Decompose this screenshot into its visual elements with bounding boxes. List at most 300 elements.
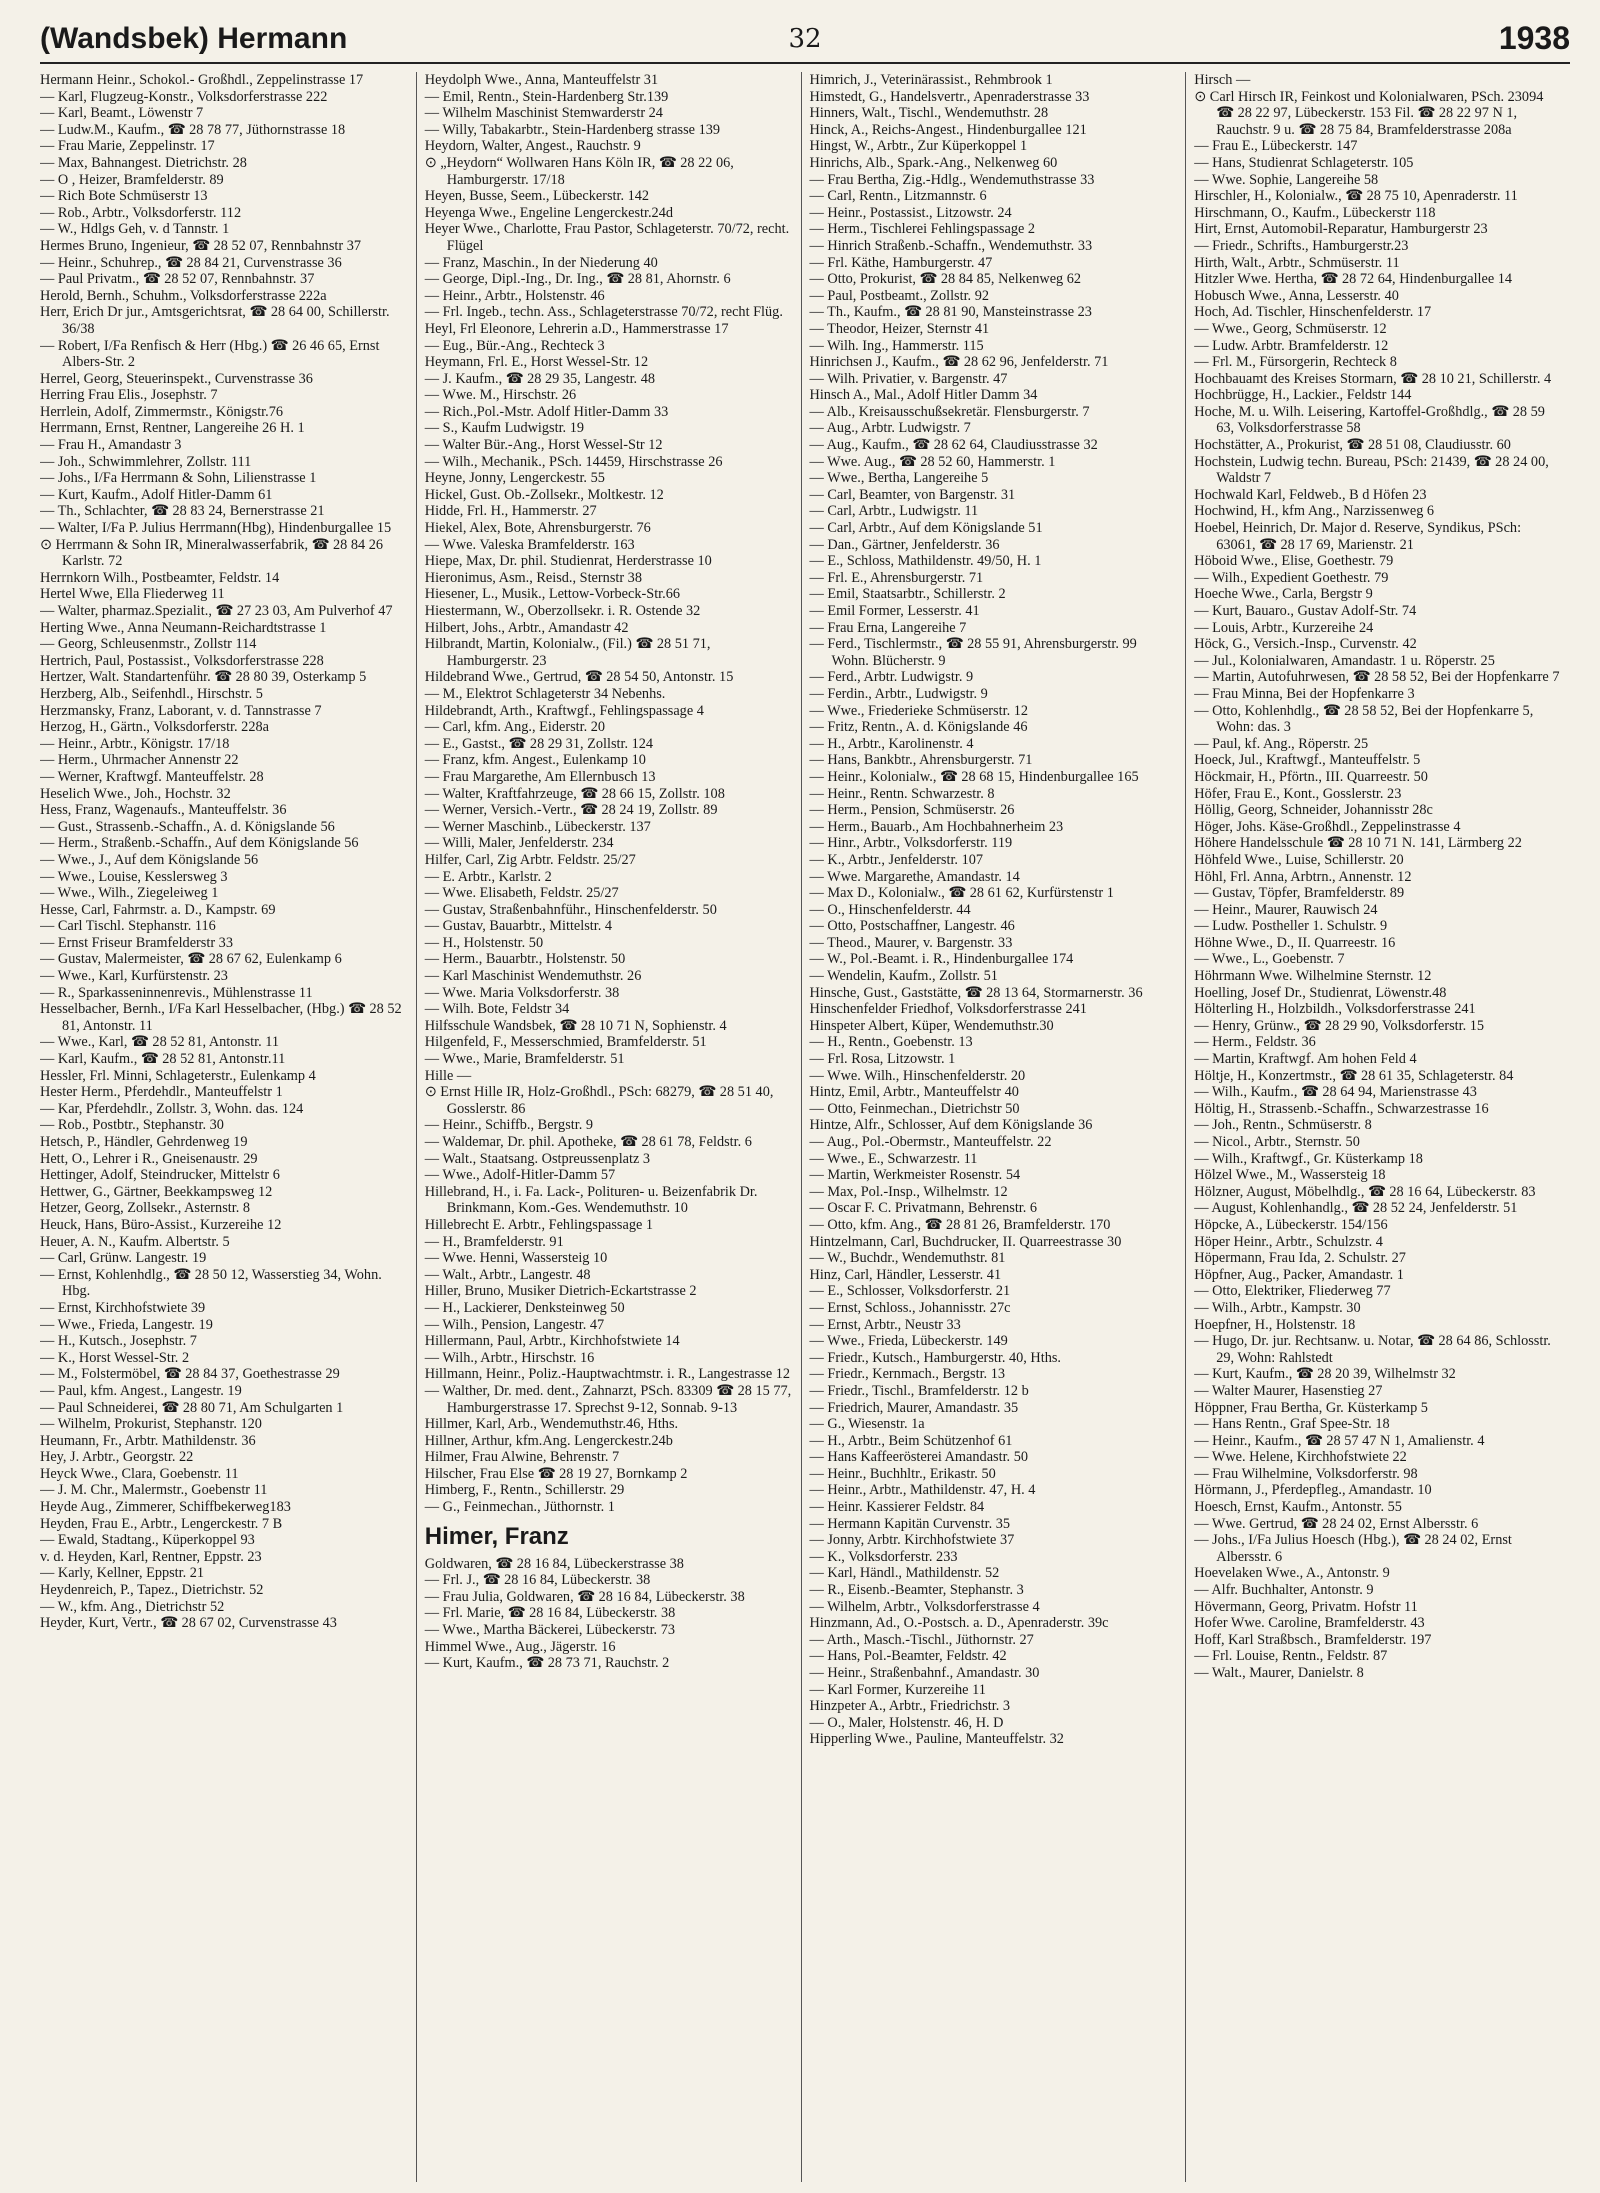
directory-entry: — Oscar F. C. Privatmann, Behrenstr. 6	[809, 1200, 1038, 1217]
directory-entry: — Jul., Kolonialwaren, Amandastr. 1 u. Röperstr. 25	[1194, 652, 1495, 669]
directory-entry: Hilbert, Johs., Arbtr., Amandastr 42	[424, 619, 629, 636]
directory-entry: — Ernst, Kirchhofstwiete 39	[40, 1299, 206, 1316]
directory-entry: — Paul, kf. Ang., Röperstr. 25	[1194, 735, 1369, 752]
directory-entry: — Hans Rentn., Graf Spee-Str. 18	[1194, 1416, 1390, 1433]
directory-entry: Hoesch, Ernst, Kaufm., Antonstr. 55	[1194, 1499, 1402, 1516]
directory-entry: — Wilh., Kraftwgf., Gr. Küsterkamp 18	[1194, 1150, 1423, 1167]
directory-entry: Heymann, Frl. E., Horst Wessel-Str. 12	[424, 354, 649, 371]
directory-entry: Hickel, Gust. Ob.-Zollsekr., Moltkestr. 12	[424, 486, 664, 503]
directory-entry: — Heinr., Arbtr., Mathildenstr. 47, H. 4	[809, 1482, 1036, 1499]
column-1	[40, 72, 416, 2182]
directory-entry: Heyl, Frl Eleonore, Lehrerin a.D., Hammerstrasse 17	[424, 320, 729, 337]
directory-entry: Hillermann, Paul, Arbtr., Kirchhofstwiete 14	[424, 1333, 680, 1350]
directory-entry: — E. Arbtr., Karlstr. 2	[424, 868, 552, 885]
directory-entry: — Hans, Pol.-Beamter, Feldstr. 42	[809, 1648, 1007, 1665]
directory-entry: Hochwind, H., kfm Ang., Narzissenweg 6	[1194, 503, 1435, 520]
directory-entry: — Karl, Flugzeug-Konstr., Volksdorferstrasse 222	[40, 88, 328, 105]
directory-entry: Hinners, Walt., Tischl., Wendemuthstr. 28	[809, 105, 1049, 122]
directory-entry: — Frl. Rosa, Litzowstr. 1	[809, 1051, 956, 1068]
directory-entry: — Ferd., Tischlermstr., ☎ 28 55 91, Ahrensburgerstr. 99 Wohn. Blücherstr. 9	[809, 636, 1137, 669]
directory-entry: Höhne Wwe., D., II. Quarreestr. 16	[1194, 934, 1396, 951]
directory-entry: Hillner, Arthur, kfm.Ang. Lengerckestr.24b	[424, 1432, 673, 1449]
directory-entry: Heyden, Frau E., Arbtr., Lengerckestr. 7 B	[40, 1515, 283, 1532]
directory-entry: — Kurt, Kaufm., ☎ 28 73 71, Rauchstr. 2	[424, 1655, 670, 1672]
directory-entry: — R., Sparkasseninnenrevis., Mühlenstrasse 11	[40, 984, 313, 1001]
directory-entry: — Ernst, Schloss., Johannisstr. 27c	[809, 1299, 1011, 1316]
directory-entry: — Wwe. Margarethe, Amandastr. 14	[809, 868, 1020, 885]
directory-entry: Hillebrand, H., i. Fa. Lack-, Polituren- u. Beizenfabrik Dr. Brinkmann, Kom.-Ges. Wendemuthstr. 10	[424, 1183, 758, 1217]
directory-entry: Heyenga Wwe., Engeline Lengerckestr.24d	[424, 204, 673, 221]
directory-entry: Herrmann, Ernst, Rentner, Langereihe 26 H. 1	[40, 420, 305, 437]
header-year: 1938	[1498, 20, 1570, 56]
directory-entry: Hetzer, Georg, Zollsekr., Asternstr. 8	[40, 1200, 250, 1217]
directory-entry: — S., Kaufm Ludwigstr. 19	[424, 420, 584, 437]
directory-entry: — Alb., Kreisausschußsekretär. Flensburgerstr. 7	[809, 403, 1090, 420]
directory-entry: — O., Hinschenfelderstr. 44	[809, 901, 971, 918]
directory-entry: Höboid Wwe., Elise, Goethestr. 79	[1194, 553, 1394, 570]
directory-entry: Hilbrandt, Martin, Kolonialw., (Fil.) ☎ 28 51 71, Hamburgerstr. 23	[424, 636, 711, 669]
directory-entry: — Herm., Bauarb., Am Hochbahnerheim 23	[809, 818, 1064, 835]
directory-entry: Höllig, Georg, Schneider, Johannisstr 28c	[1194, 802, 1433, 819]
directory-entry: Höpfner, Aug., Packer, Amandastr. 1	[1194, 1266, 1404, 1283]
directory-entry: — Wendelin, Kaufm., Zollstr. 51	[809, 968, 998, 985]
directory-entry: Hipperling Wwe., Pauline, Manteuffelstr. 32	[809, 1731, 1064, 1748]
directory-entry: — Aug., Arbtr. Ludwigstr. 7	[809, 420, 971, 437]
directory-entry: Hirschmann, O., Kaufm., Lübeckerstr 118	[1194, 204, 1436, 221]
directory-entry: Hölterling H., Holzbildh., Volksdorferstrasse 241	[1194, 1001, 1476, 1018]
directory-entry: Herzog, H., Gärtn., Volksdorferstr. 228a	[40, 719, 269, 736]
directory-entry: — Otto, kfm. Ang., ☎ 28 81 26, Bramfelderstr. 170	[809, 1216, 1111, 1233]
directory-entry: Hintz, Emil, Arbtr., Manteuffelstr 40	[809, 1084, 1019, 1101]
directory-entry: Hintzelmann, Carl, Buchdrucker, II. Quarreestrasse 30	[809, 1233, 1122, 1250]
directory-entry: — Walter, Kraftfahrzeuge, ☎ 28 66 15, Zollstr. 108	[424, 785, 725, 802]
directory-entry: — Wwe. Valeska Bramfelderstr. 163	[424, 536, 635, 553]
directory-entry: — M., Folstermöbel, ☎ 28 84 37, Goethestrasse 29	[40, 1366, 340, 1383]
directory-entry: Höper Heinr., Arbtr., Schulzstr. 4	[1194, 1233, 1383, 1250]
directory-entry: — Georg, Schleusenmstr., Zollstr 114	[40, 636, 257, 653]
directory-entry: — Ludw. Postheller 1. Schulstr. 9	[1194, 918, 1388, 935]
directory-entry: — Ferdin., Arbtr., Ludwigstr. 9	[809, 685, 988, 702]
directory-entry: Hochstein, Ludwig techn. Bureau, PSch: 21439, ☎ 28 24 00, Waldstr 7	[1194, 453, 1549, 487]
column-4	[1185, 72, 1570, 2182]
directory-entry: — Carl, Rentn., Litzmannstr. 6	[809, 188, 987, 205]
directory-entry: — Friedr., Schrifts., Hamburgerstr.23	[1194, 237, 1409, 254]
directory-entry: — Gustav, Malermeister, ☎ 28 67 62, Eulenkamp 6	[40, 951, 342, 968]
column-2	[416, 72, 801, 2182]
directory-entry: Hermes Bruno, Ingenieur, ☎ 28 52 07, Rennbahnstr 37	[40, 237, 361, 254]
directory-entry: v. d. Heyden, Karl, Rentner, Eppstr. 23	[40, 1548, 262, 1565]
directory-entry: Hilfer, Carl, Zig Arbtr. Feldstr. 25/27	[424, 851, 636, 868]
directory-entry: Höltig, H., Strassenb.-Schaffn., Schwarzestrasse 16	[1194, 1100, 1489, 1117]
directory-entry: — Nicol., Arbtr., Sternstr. 50	[1194, 1134, 1360, 1150]
directory-entry: — Emil, Staatsarbtr., Schillerstr. 2	[809, 586, 1006, 603]
directory-entry: — Wilh., Arbtr., Kampstr. 30	[1194, 1299, 1361, 1316]
directory-entry: — Th., Schlachter, ☎ 28 83 24, Bernerstrasse 21	[40, 503, 325, 520]
directory-entry: — Walter Maurer, Hasenstieg 27	[1194, 1382, 1383, 1399]
directory-entry: Höhl, Frl. Anna, Arbtrn., Annenstr. 12	[1194, 868, 1412, 885]
directory-entry: Hett, O., Lehrer i R., Gneisenaustr. 29	[40, 1150, 258, 1167]
directory-entry: — H., Arbtr., Karolinenstr. 4	[809, 735, 974, 752]
directory-entry: Hiller, Bruno, Musiker Dietrich-Eckartstrasse 2	[424, 1283, 697, 1300]
directory-entry: — Wwe., Karl, ☎ 28 52 81, Antonstr. 11	[40, 1034, 279, 1051]
directory-entry: — Heinr., Arbtr., Holstenstr. 46	[424, 287, 605, 304]
directory-entry: Hiepe, Max, Dr. phil. Studienrat, Herderstrasse 10	[424, 553, 712, 570]
directory-entry: Himstedt, G., Handelsvertr., Apenraderstrasse 33	[809, 88, 1090, 105]
directory-entry: Höger, Johs. Käse-Großhdl., Zeppelinstrasse 4	[1194, 818, 1461, 835]
directory-entry: Hillebrecht E. Arbtr., Fehlingspassage 1	[424, 1216, 654, 1233]
directory-entry: Hochbauamt des Kreises Stormarn, ☎ 28 10 21, Schillerstr. 4	[1194, 370, 1552, 387]
directory-entry: — Herm., Uhrmacher Annenstr 22	[40, 752, 239, 769]
directory-entry: Heyne, Jonny, Lengerckestr. 55	[424, 470, 605, 487]
directory-entry: — Wilhelm, Arbtr., Volksdorferstrasse 4	[809, 1598, 1040, 1615]
directory-entry: Höfer, Frau E., Kont., Gosslerstr. 23	[1194, 785, 1402, 802]
directory-entry: Heuer, A. N., Kaufm. Albertstr. 5	[40, 1233, 230, 1250]
directory-entry: Himmel Wwe., Aug., Jägerstr. 16	[424, 1638, 616, 1655]
directory-entry: — Robert, I/Fa Renfisch & Herr (Hbg.) ☎ 26 46 65, Ernst Albers-Str. 2	[40, 337, 380, 371]
directory-entry: — Herm., Straßenb.-Schaffn., Auf dem Königslande 56	[40, 835, 359, 852]
directory-entry: — Dan., Gärtner, Jenfelderstr. 36	[809, 536, 1000, 553]
directory-entry: — Wwe. Henni, Wassersteig 10	[424, 1250, 608, 1267]
directory-entry: — Friedr., Kernmach., Bergstr. 13	[809, 1366, 1005, 1383]
directory-entry: — Friedr., Kutsch., Hamburgerstr. 40, Hths.	[809, 1349, 1062, 1366]
directory-entry: Herrnkorn Wilh., Postbeamter, Feldstr. 14	[40, 569, 280, 586]
directory-entry: — Heinr., Kaufm., ☎ 28 57 47 N 1, Amalienstr. 4	[1194, 1432, 1485, 1449]
directory-entry: Herrel, Georg, Steuerinspekt., Curvenstrasse 36	[40, 370, 313, 387]
directory-entry: Hoelling, Josef Dr., Studienrat, Löwenstr.48	[1194, 984, 1447, 1001]
directory-entry: Hinz, Carl, Händler, Lesserstr. 41	[809, 1266, 1002, 1283]
directory-entry: — Herm., Pension, Schmüserstr. 26	[809, 802, 1015, 819]
directory-entry: — Frl. Ingeb., techn. Ass., Schlageterstrasse 70/72, recht Flüg.	[424, 304, 783, 321]
directory-entry: — Heinr., Buchhltr., Erikastr. 50	[809, 1465, 996, 1482]
directory-entry: Hoepfner, H., Holstenstr. 18	[1194, 1316, 1356, 1333]
directory-entry: — H., Bramfelderstr. 91	[424, 1233, 564, 1250]
directory-entry: — Wilh., Arbtr., Hirschstr. 16	[424, 1349, 595, 1366]
directory-entry: — Frau Wilhelmine, Volksdorferstr. 98	[1194, 1465, 1418, 1482]
directory-entry: — O., Maler, Holstenstr. 46, H. D	[809, 1714, 1004, 1731]
directory-entry: Hoebel, Heinrich, Dr. Major d. Reserve, Syndikus, PSch: 63061, ☎ 28 17 69, Marienstr. 21	[1194, 520, 1522, 553]
directory-entry: Hochwald Karl, Feldweb., B d Höfen 23	[1194, 486, 1427, 503]
header-name-range: (Wandsbek) Hermann	[40, 22, 348, 55]
directory-entry: — Herm., Bauarbtr., Holstenstr. 50	[424, 951, 626, 968]
directory-entry: — R., Eisenb.-Beamter, Stephanstr. 3	[809, 1582, 1024, 1599]
directory-entry: — Wwe., Marie, Bramfelderstr. 51	[424, 1051, 625, 1068]
directory-entry: — Kurt, Bauaro., Gustav Adolf-Str. 74	[1194, 603, 1417, 619]
directory-entry: — Friedrich, Maurer, Amandastr. 35	[809, 1399, 1019, 1416]
directory-entry: — Heinr., Kolonialw., ☎ 28 68 15, Hindenburgallee 165	[809, 768, 1139, 785]
directory-entry: — Wwe. Wilh., Hinschenfelderstr. 20	[809, 1067, 1026, 1084]
directory-entry: — O , Heizer, Bramfelderstr. 89	[40, 171, 224, 188]
directory-entry: — Frau Erna, Langereihe 7	[809, 619, 967, 636]
directory-entry: — W., kfm. Ang., Dietrichstr 52	[40, 1598, 225, 1615]
directory-entry: — Ludw.M., Kaufm., ☎ 28 78 77, Jüthornstrasse 18	[40, 121, 346, 138]
directory-entry: — Wwe., Louise, Kesslersweg 3	[40, 868, 228, 885]
directory-entry: — Joh., Rentn., Schmüserstr. 8	[1194, 1117, 1372, 1134]
directory-entry: — Arth., Masch.-Tischl., Jüthornstr. 27	[809, 1631, 1034, 1648]
directory-entry: — Otto, Kohlenhdlg., ☎ 28 58 52, Bei der Hopfenkarre 5, Wohn: das. 3	[1194, 702, 1534, 736]
columns	[40, 72, 1570, 2182]
directory-entry: Hiestermann, W., Oberzollsekr. i. R. Ostende 32	[424, 603, 701, 619]
directory-entry: — Walther, Dr. med. dent., Zahnarzt, PSch. 83309 ☎ 28 15 77, Hamburgerstrasse 17. Sprechst 9-12, Sonnab. 9-13	[424, 1382, 792, 1416]
directory-entry: — Max D., Kolonialw., ☎ 28 61 62, Kurfürstenstr 1	[809, 885, 1114, 902]
directory-entry: Hilmer, Frau Alwine, Behrenstr. 7	[424, 1449, 620, 1466]
directory-entry: — Werner, Kraftwgf. Manteuffelstr. 28	[40, 768, 264, 785]
directory-entry: — Karl, Beamt., Löwenstr 7	[40, 105, 204, 122]
directory-entry: — Kar, Pferdehdlr., Zollstr. 3, Wohn. das. 124	[40, 1100, 304, 1117]
directory-entry: Hieronimus, Asm., Reisd., Sternstr 38	[424, 569, 642, 586]
directory-entry: — Alfr. Buchhalter, Antonstr. 9	[1194, 1582, 1374, 1599]
directory-entry: Herold, Bernh., Schuhm., Volksdorferstrasse 222a	[40, 287, 327, 304]
directory-entry: — Wwe., Friederieke Schmüserstr. 12	[809, 702, 1029, 719]
directory-entry: Hinsche, Gust., Gaststätte, ☎ 28 13 64, Stormarnerstr. 36	[809, 984, 1143, 1001]
directory-entry: — Ewald, Stadtang., Küperkoppel 93	[40, 1532, 255, 1549]
directory-entry: — Rob., Arbtr., Volksdorferstr. 112	[40, 204, 242, 221]
directory-entry: — Karl, Kaufm., ☎ 28 52 81, Antonstr.11	[40, 1051, 286, 1068]
directory-entry: — Paul Schneiderei, ☎ 28 80 71, Am Schulgarten 1	[40, 1399, 344, 1416]
directory-entry: — Ferd., Arbtr. Ludwigstr. 9	[809, 669, 974, 686]
directory-entry: Heydolph Wwe., Anna, Manteuffelstr 31	[424, 72, 659, 88]
directory-entry: — Hans Kaffeerösterei Amandastr. 50	[809, 1449, 1028, 1466]
directory-entry: Hörmann, J., Pferdepfleg., Amandastr. 10	[1194, 1482, 1432, 1499]
directory-entry: Hirsch —	[1194, 72, 1251, 88]
directory-entry: — Hinrich Straßenb.-Schaffn., Wendemuthstr. 33	[809, 237, 1093, 254]
directory-entry: — Wwe., Adolf-Hitler-Damm 57	[424, 1167, 616, 1184]
directory-entry: — Frl. E., Ahrensburgerstr. 71	[809, 569, 984, 586]
directory-entry: — Frl. Marie, ☎ 28 16 84, Lübeckerstr. 38	[424, 1605, 676, 1622]
directory-entry: — W., Buchdr., Wendemuthstr. 81	[809, 1250, 1006, 1267]
directory-entry: — J. M. Chr., Malermstr., Goebenstr 11	[40, 1482, 268, 1499]
directory-entry: Hoch, Ad. Tischler, Hinschenfelderstr. 17	[1194, 304, 1432, 321]
directory-entry: — Heinr., Arbtr., Königstr. 17/18	[40, 735, 230, 752]
directory-entry: Hildebrandt, Arth., Kraftwgf., Fehlingspassage 4	[424, 702, 704, 719]
directory-entry: — Wwe., Martha Bäckerei, Lübeckerstr. 73	[424, 1622, 675, 1639]
directory-entry: Hiekel, Alex, Bote, Ahrensburgerstr. 76	[424, 520, 651, 537]
directory-entry: Hochstätter, A., Prokurist, ☎ 28 51 08, Claudiusstr. 60	[1194, 437, 1511, 454]
directory-entry: Höppner, Frau Bertha, Gr. Küsterkamp 5	[1194, 1399, 1428, 1416]
directory-entry: — W., Pol.-Beamt. i. R., Hindenburgallee 174	[809, 951, 1074, 968]
directory-entry: Himrich, J., Veterinärassist., Rehmbrook 1	[809, 72, 1053, 88]
directory-entry: Höhfeld Wwe., Luise, Schillerstr. 20	[1194, 851, 1404, 868]
directory-entry: Hettwer, G., Gärtner, Beekkampsweg 12	[40, 1183, 273, 1200]
directory-entry: Hölzel Wwe., M., Wassersteig 18	[1194, 1167, 1386, 1184]
directory-entry: Höhrmann Wwe. Wilhelmine Sternstr. 12	[1194, 968, 1432, 985]
directory-entry: — H., Arbtr., Beim Schützenhof 61	[809, 1432, 1013, 1449]
directory-entry: — Kurt, Kaufm., ☎ 28 20 39, Wilhelmstr 32	[1194, 1366, 1456, 1383]
directory-entry: — Waldemar, Dr. phil. Apotheke, ☎ 28 61 78, Feldstr. 6	[424, 1134, 752, 1150]
directory-entry: — Frl. Louise, Rentn., Feldstr. 87	[1194, 1648, 1388, 1665]
directory-entry: — Paul, kfm. Angest., Langestr. 19	[40, 1382, 242, 1399]
directory-entry: Hertzer, Walt. Standartenführ. ☎ 28 80 39, Osterkamp 5	[40, 669, 367, 686]
directory-entry: Heyen, Busse, Seem., Lübeckerstr. 142	[424, 188, 650, 205]
directory-entry: — E., Schloss, Mathildenstr. 49/50, H. 1	[809, 553, 1042, 570]
directory-entry: — Wwe. Sophie, Langereihe 58	[1194, 171, 1379, 188]
directory-entry: — Wwe., Frieda, Lübeckerstr. 149	[809, 1333, 1008, 1350]
directory-entry: Herr, Erich Dr jur., Amtsgerichtsrat, ☎ 28 64 00, Schillerstr. 36/38	[40, 304, 390, 337]
directory-entry: — Walter, pharmaz.Spezialit., ☎ 27 23 03, Am Pulverhof 47	[40, 603, 393, 619]
directory-entry: — Otto, Feinmechan., Dietrichstr 50	[809, 1100, 1020, 1117]
directory-entry: — Kurt, Kaufm., Adolf Hitler-Damm 61	[40, 486, 273, 503]
directory-entry: Hoeche Wwe., Carla, Bergstr 9	[1194, 586, 1373, 603]
column-3	[801, 72, 1186, 2182]
directory-entry: — Walt., Staatsang. Ostpreussenplatz 3	[424, 1150, 651, 1167]
directory-entry: Herting Wwe., Anna Neumann-Reichardtstrasse 1	[40, 619, 327, 636]
directory-entry: Hidde, Frl. H., Hammerstr. 27	[424, 503, 597, 520]
directory-entry: Hirschler, H., Kolonialw., ☎ 28 75 10, Apenraderstr. 11	[1194, 188, 1518, 205]
directory-entry: — Wwe., Bertha, Langereihe 5	[809, 470, 989, 487]
directory-entry: — Wwe., E., Schwarzestr. 11	[809, 1150, 978, 1167]
directory-entry: — Wwe., Karl, Kurfürstenstr. 23	[40, 968, 228, 985]
directory-entry: — Frau Minna, Bei der Hopfenkarre 3	[1194, 685, 1415, 702]
directory-entry: — Max, Pol.-Insp., Wilhelmstr. 12	[809, 1183, 1008, 1200]
directory-entry: Hobusch Wwe., Anna, Lesserstr. 40	[1194, 287, 1399, 304]
directory-entry: — Heinr., Schiffb., Bergstr. 9	[424, 1117, 593, 1134]
directory-entry: — Walter, I/Fa P. Julius Herrmann(Hbg), Hindenburgallee 15	[40, 520, 392, 537]
directory-entry: — Wwe. M., Hirschstr. 26	[424, 387, 577, 404]
directory-entry: — Johs., I/Fa Herrmann & Sohn, Lilienstrasse 1	[40, 470, 317, 487]
directory-entry: — Hans, Studienrat Schlageterstr. 105	[1194, 154, 1414, 171]
directory-entry: Heumann, Fr., Arbtr. Mathildenstr. 36	[40, 1432, 256, 1449]
directory-entry: — E., Schlosser, Volksdorferstr. 21	[809, 1283, 1011, 1300]
directory-entry: Hesselbacher, Bernh., I/Fa Karl Hesselbacher, (Hbg.) ☎ 28 52 81, Antonstr. 11	[40, 1001, 402, 1034]
directory-entry: — Johs., I/Fa Julius Hoesch (Hbg.), ☎ 28 24 02, Ernst Albersstr. 6	[1194, 1532, 1512, 1565]
directory-entry: — Willy, Tabakarbtr., Stein-Hardenberg strasse 139	[424, 121, 721, 138]
directory-entry: Hölzner, August, Möbelhdlg., ☎ 28 16 64, Lübeckerstr. 83	[1194, 1183, 1536, 1200]
directory-entry: Hoche, M. u. Wilh. Leisering, Kartoffel-Großhdlg., ☎ 28 59 63, Volksdorferstrasse 58	[1194, 403, 1545, 437]
directory-entry: — Carl Tischl. Stephanstr. 116	[40, 918, 216, 935]
directory-entry: — Jonny, Arbtr. Kirchhofstwiete 37	[809, 1532, 1015, 1549]
directory-entry: — Th., Kaufm., ☎ 28 81 90, Mansteinstrasse 23	[809, 304, 1092, 321]
directory-entry: Hinrichsen J., Kaufm., ☎ 28 62 96, Jenfelderstr. 71	[809, 354, 1109, 371]
directory-entry: — Wwe., Frieda, Langestr. 19	[40, 1316, 213, 1333]
directory-entry: Hinzmann, Ad., O.-Postsch. a. D., Apenraderstr. 39c	[809, 1615, 1109, 1632]
directory-entry: — Wilhelm Maschinist Stemwarderstr 24	[424, 105, 663, 122]
directory-entry: — Theod., Maurer, v. Bargenstr. 33	[809, 934, 1013, 951]
directory-entry: — Werner Maschinb., Lübeckerstr. 137	[424, 818, 651, 835]
directory-entry: Hey, J. Arbtr., Georgstr. 22	[40, 1449, 194, 1466]
directory-entry: Hille —	[424, 1067, 472, 1084]
directory-entry: — Heinr., Maurer, Rauwisch 24	[1194, 901, 1378, 918]
directory-entry: Hertel Wwe, Ella Fliederweg 11	[40, 586, 225, 603]
directory-entry: — Wwe. Maria Volksdorferstr. 38	[424, 984, 620, 1001]
directory-entry: Hessler, Frl. Minni, Schlageterstr., Eulenkamp 4	[40, 1067, 316, 1084]
directory-entry: — Wilh., Pension, Langestr. 47	[424, 1316, 605, 1333]
directory-entry: — Karl, Händl., Mathildenstr. 52	[809, 1565, 1000, 1582]
directory-entry: — Rob., Postbtr., Stephanstr. 30	[40, 1117, 224, 1134]
directory-entry: — Wwe., L., Goebenstr. 7	[1194, 951, 1345, 968]
directory-entry: — Franz, kfm. Angest., Eulenkamp 10	[424, 752, 646, 769]
directory-entry: Heyde Aug., Zimmerer, Schiffbekerweg183	[40, 1499, 291, 1516]
directory-entry: ⊙ Ernst Hille IR, Holz-Großhdl., PSch: 68279, ☎ 28 51 40, Gosslerstr. 86	[424, 1084, 774, 1117]
directory-entry: Hoeck, Jul., Kraftwgf., Manteuffelstr. 5	[1194, 752, 1421, 769]
directory-entry: Hinck, A., Reichs-Angest., Hindenburgallee 121	[809, 121, 1087, 138]
directory-entry: Höpermann, Frau Ida, 2. Schulstr. 27	[1194, 1250, 1406, 1267]
directory-entry: — Otto, Postschaffner, Langestr. 46	[809, 918, 1015, 935]
directory-entry: — M., Elektrot Schlageterstr 34 Nebenhs.	[424, 685, 666, 702]
directory-entry: — Gustav, Straßenbahnführ., Hinschenfelderstr. 50	[424, 901, 717, 918]
directory-entry: — K., Volksdorferstr. 233	[809, 1548, 958, 1565]
directory-entry: Höckmair, H., Pförtn., III. Quarreestr. 50	[1194, 768, 1428, 785]
directory-entry: Hester Herm., Pferdehdlr., Manteuffelstr 1	[40, 1084, 283, 1101]
directory-entry: — Wilh., Kaufm., ☎ 28 64 94, Marienstrasse 43	[1194, 1084, 1477, 1101]
directory-entry: Heselich Wwe., Joh., Hochstr. 32	[40, 785, 231, 802]
directory-entry: — Frau H., Amandastr 3	[40, 437, 182, 454]
directory-entry: Hesse, Carl, Fahrmstr. a. D., Kampstr. 69	[40, 901, 276, 918]
directory-entry: — George, Dipl.-Ing., Dr. Ing., ☎ 28 81, Ahornstr. 6	[424, 271, 731, 288]
directory-entry: — Willi, Maler, Jenfelderstr. 234	[424, 835, 614, 852]
directory-entry: Hinzpeter A., Arbtr., Friedrichstr. 3	[809, 1698, 1011, 1715]
page-number: 32	[788, 24, 822, 54]
directory-entry: — Friedr., Tischl., Bramfelderstr. 12 b	[809, 1382, 1029, 1399]
directory-entry: Hettinger, Adolf, Steindrucker, Mittelstr 6	[40, 1167, 280, 1184]
directory-entry: — Frau Julia, Goldwaren, ☎ 28 16 84, Lübeckerstr. 38	[424, 1588, 745, 1605]
directory-entry: — Carl, Arbtr., Auf dem Königslande 51	[809, 520, 1043, 537]
directory-entry: Hintze, Alfr., Schlosser, Auf dem Königslande 36	[809, 1117, 1093, 1134]
directory-entry: Hirth, Walt., Arbtr., Schmüserstr. 11	[1194, 254, 1400, 271]
directory-entry: — Frau Bertha, Zig.-Hdlg., Wendemuthstrasse 33	[809, 171, 1095, 188]
directory-entry: — Wwe. Helene, Kirchhofstwiete 22	[1194, 1449, 1407, 1466]
directory-entry: — Ernst Friseur Bramfelderstr 33	[40, 934, 233, 951]
directory-entry: — Wwe. Aug., ☎ 28 52 60, Hammerstr. 1	[809, 453, 1056, 470]
directory-entry: Hoevelaken Wwe., A., Antonstr. 9	[1194, 1565, 1390, 1582]
directory-entry: — Paul, Postbeamt., Zollstr. 92	[809, 287, 990, 304]
directory-entry: — Paul Privatm., ☎ 28 52 07, Rennbahnstr. 37	[40, 271, 315, 288]
directory-entry: — Heinr., Rentn. Schwarzestr. 8	[809, 785, 995, 802]
directory-entry: — Walt., Arbtr., Langestr. 48	[424, 1266, 591, 1283]
directory-entry: Höhere Handelsschule ☎ 28 10 71 N. 141, Lärmberg 22	[1194, 835, 1522, 852]
directory-entry: Heyder, Kurt, Vertr., ☎ 28 67 02, Curvenstrasse 43	[40, 1615, 337, 1632]
directory-entry: — Wwe., Georg, Schmüserstr. 12	[1194, 320, 1387, 337]
directory-entry: — H., Kutsch., Josephstr. 7	[40, 1333, 197, 1350]
directory-entry: ⊙ Carl Hirsch IR, Feinkost und Kolonialwaren, PSch. 23094 ☎ 28 22 97, Lübeckerstr. 153 Fil. ☎ 28 22 97 N 1, Rauchstr. 9 u. ☎ 28 75 84, Bramfelderstrasse 208a	[1194, 88, 1544, 138]
directory-entry: — Emil Former, Lesserstr. 41	[809, 603, 980, 619]
directory-entry: — Martin, Werkmeister Rosenstr. 54	[809, 1167, 1021, 1184]
directory-entry: Hövermann, Georg, Privatm. Hofstr 11	[1194, 1598, 1418, 1615]
directory-entry: — Herm., Feldstr. 36	[1194, 1034, 1316, 1051]
directory-entry: — H., Rentn., Goebenstr. 13	[809, 1034, 973, 1051]
directory-entry: — Heinr., Postassist., Litzowstr. 24	[809, 204, 1012, 221]
directory-entry: Hirt, Ernst, Automobil-Reparatur, Hamburgerstr 23	[1194, 221, 1488, 238]
directory-entry: — Wilhelm, Prokurist, Stephanstr. 120	[40, 1416, 262, 1433]
directory-entry: — Hans, Bankbtr., Ahrensburgerstr. 71	[809, 752, 1033, 769]
directory-entry: — Frl. Käthe, Hamburgerstr. 47	[809, 254, 993, 271]
directory-entry: — Ernst, Kohlenhdlg., ☎ 28 50 12, Wasserstieg 34, Wohn. Hbg.	[40, 1266, 382, 1300]
directory-entry: — Heinr. Kassierer Feldstr. 84	[809, 1499, 985, 1516]
directory-entry: Himberg, F., Rentn., Schillerstr. 29	[424, 1482, 625, 1499]
directory-entry: Hinrichs, Alb., Spark.-Ang., Nelkenweg 60	[809, 154, 1058, 171]
directory-entry: — Aug., Pol.-Obermstr., Manteuffelstr. 22	[809, 1134, 1052, 1150]
directory-entry: — Rich Bote Schmüserstr 13	[40, 188, 208, 205]
directory-entry: — Emil, Rentn., Stein-Hardenberg Str.139	[424, 88, 669, 105]
directory-entry: Heuck, Hans, Büro-Assist., Kurzereihe 12	[40, 1216, 282, 1233]
directory-entry: Hinschenfelder Friedhof, Volksdorferstrasse 241	[809, 1001, 1087, 1018]
directory-entry: — Aug., Kaufm., ☎ 28 62 64, Claudiusstrasse 32	[809, 437, 1098, 454]
directory-entry: Hess, Franz, Wagenaufs., Manteuffelstr. 36	[40, 802, 287, 819]
directory-entry: — Karl Maschinist Wendemuthstr. 26	[424, 968, 642, 985]
directory-entry: — Joh., Schwimmlehrer, Zollstr. 111	[40, 453, 252, 470]
directory-entry: — Heinr., Straßenbahnf., Amandastr. 30	[809, 1665, 1040, 1681]
directory-entry: — Frau Marie, Zeppelinstr. 17	[40, 138, 215, 155]
directory-entry: — Carl, Grünw. Langestr. 19	[40, 1250, 207, 1267]
directory-entry: — Wilh. Bote, Feldstr 34	[424, 1001, 570, 1018]
directory-entry: Hilfsschule Wandsbek, ☎ 28 10 71 N, Sophienstr. 4	[424, 1017, 727, 1034]
directory-entry: — Louis, Arbtr., Kurzereihe 24	[1194, 619, 1374, 636]
directory-entry: — Carl, Arbtr., Ludwigstr. 11	[809, 503, 979, 520]
directory-entry: Heydenreich, P., Tapez., Dietrichstr. 52	[40, 1582, 264, 1599]
directory-entry: Goldwaren, ☎ 28 16 84, Lübeckerstrasse 38	[424, 1555, 684, 1572]
directory-entry: — Walt., Maurer, Danielstr. 8	[1194, 1665, 1364, 1681]
directory-entry: — Max, Bahnangest. Dietrichstr. 28	[40, 154, 247, 171]
directory-entry: Hillmann, Heinr., Poliz.-Hauptwachtmstr. i. R., Langestrasse 12	[424, 1366, 791, 1383]
directory-entry: Hetsch, P., Händler, Gehrdenweg 19	[40, 1134, 248, 1150]
